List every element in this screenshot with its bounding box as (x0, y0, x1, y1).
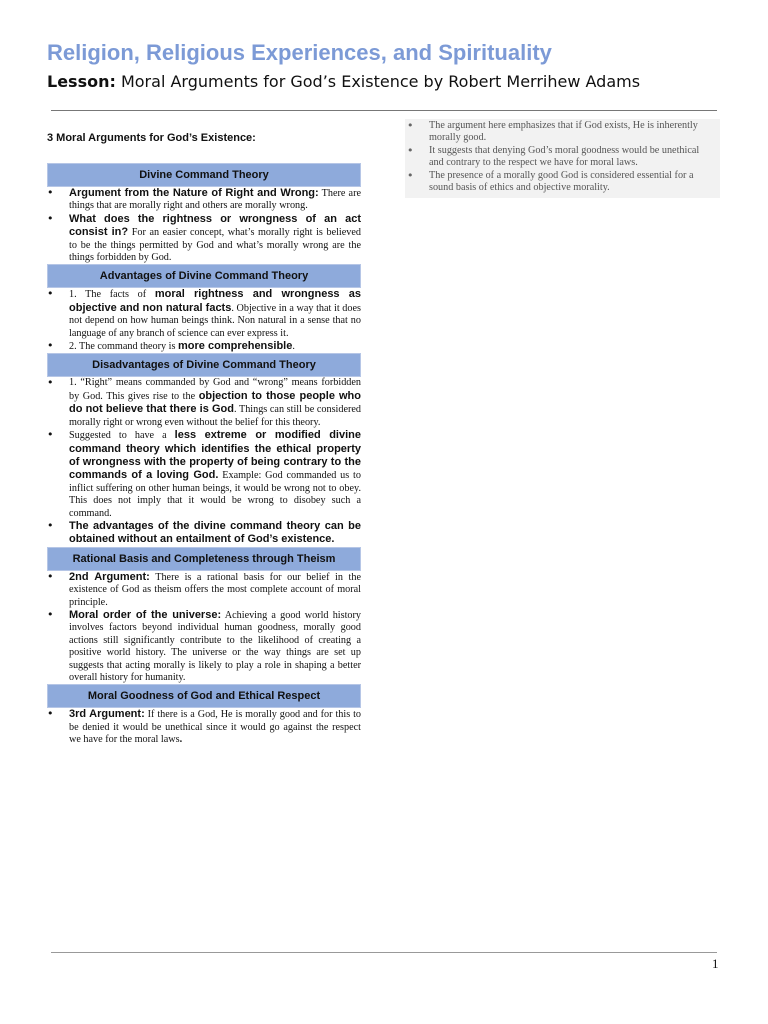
list-item (47, 340, 361, 353)
advantages-list (47, 288, 361, 353)
list-item-bold: more comprehensible (178, 340, 293, 353)
list-item-text: Achieving a good world history involves factors beyond individual human goodness, morally good actions still significantly contribute to the likelihood of creating a positive world history. The universe or the way things are set up suggests that acting morally is likely to play a role in shaping a better overall history for humanity. (69, 609, 361, 683)
list-item-text: There are things that are morally right and others are morally wrong. (69, 188, 361, 212)
list-item-bold: moral rightness and wrongness as objective and non natural facts (69, 288, 361, 314)
list-item (47, 213, 361, 265)
list-item (47, 429, 361, 520)
list-item: • The argument here emphasizes that if God exists, He is inherently morally good. (405, 120, 710, 145)
list-item-text: 2. The command theory is (69, 341, 179, 353)
list-item-end: . (179, 734, 183, 746)
list-item-text: For an easier concept, what’s morally right is believed to be the things permitted by God and what’s morally wrong are the things forbidden by God. (69, 227, 361, 264)
disadvantages-list (47, 377, 361, 546)
divine-command-list (47, 187, 361, 264)
left-column (47, 130, 361, 747)
lesson-text: Moral Arguments for God’s Existence by Robert Merrihew Adams (115, 72, 641, 91)
list-item-bold: less extreme or modified divine command theory which identifies the ethical property of wrongness with the property of being contrary to the commands of a loving God. (69, 429, 362, 482)
list-item-bold: Argument from the Nature of Right and Wrong: (69, 187, 319, 199)
list-item-text: 1. The facts of (69, 289, 155, 301)
summary-list (405, 120, 710, 194)
page-number: 1 (712, 956, 719, 971)
section-header-moral-goodness: Moral Goodness of God and Ethical Respect (47, 684, 361, 708)
list-item-bold: What does the rightness or wrongness of an act consist in? (69, 212, 361, 239)
list-item-bold: 3rd Argument: (69, 708, 145, 721)
list-item-bold: objection to those people who do not believe that there is God (69, 389, 361, 416)
footer-divider (51, 952, 717, 953)
list-item-text: If there is a God, He is morally good and for this to be denied it would be unethical since it would go against the respect we have for the moral laws (69, 709, 361, 746)
list-item-text: 1. “Right” means commanded by God and “wrong” means forbidden by God. This gives rise to the (69, 377, 361, 402)
lesson-subtitle (47, 72, 640, 91)
header-divider (51, 110, 717, 111)
list-item (47, 520, 361, 547)
lesson-label: Lesson: (47, 72, 116, 91)
section-header-disadvantages: Disadvantages of Divine Command Theory (47, 353, 361, 377)
moral-goodness-list (47, 708, 361, 746)
list-item-text: Suggested to have a (69, 430, 175, 442)
list-item: • It suggests that denying God’s moral goodness would be unethical and contrary to the respect we have for moral laws. (405, 145, 710, 170)
intro-heading: 3 Moral Arguments for God’s Existence: (47, 132, 256, 144)
right-column (405, 119, 720, 198)
section-header-divine-command: Divine Command Theory (47, 163, 361, 187)
list-item-bold: 2nd Argument: (69, 570, 150, 583)
list-item (47, 377, 361, 429)
list-item (47, 708, 361, 746)
list-item-bold: The advantages of the divine command theory can be obtained without an entailment of God’s existence. (69, 519, 361, 546)
list-item (47, 187, 361, 213)
list-item-text: . (292, 341, 295, 353)
list-item (47, 609, 361, 684)
list-item (47, 571, 361, 609)
list-item-text: . Things can still be considered morally right or wrong even without the belief for this theory. (69, 404, 361, 428)
list-item-bold: Moral order of the universe: (69, 608, 222, 621)
list-item-text: . Objective in a way that it does not depend on how human beings think. Non natural in a sense that no language of any branch of science can ever express it. (69, 302, 361, 339)
summary-box (405, 119, 720, 198)
list-item-text: There is a rational basis for our belief in the existence of God as theism offers the most complete account of moral principle. (69, 571, 361, 608)
section-header-rational-basis: Rational Basis and Completeness through Theism (47, 547, 361, 571)
list-item-text: Example: God commanded us to inflict suffering on other human beings, it would be wrong not to obey. This does not imply that it would be wrong to disobey such a command. (69, 470, 361, 519)
section-header-advantages: Advantages of Divine Command Theory (47, 264, 361, 288)
list-item (47, 288, 361, 340)
rational-basis-list (47, 571, 361, 685)
document-title: Religion, Religious Experiences, and Spirituality (47, 40, 552, 65)
list-item: • The presence of a morally good God is considered essential for a sound basis of ethics and objective morality. (405, 170, 710, 195)
